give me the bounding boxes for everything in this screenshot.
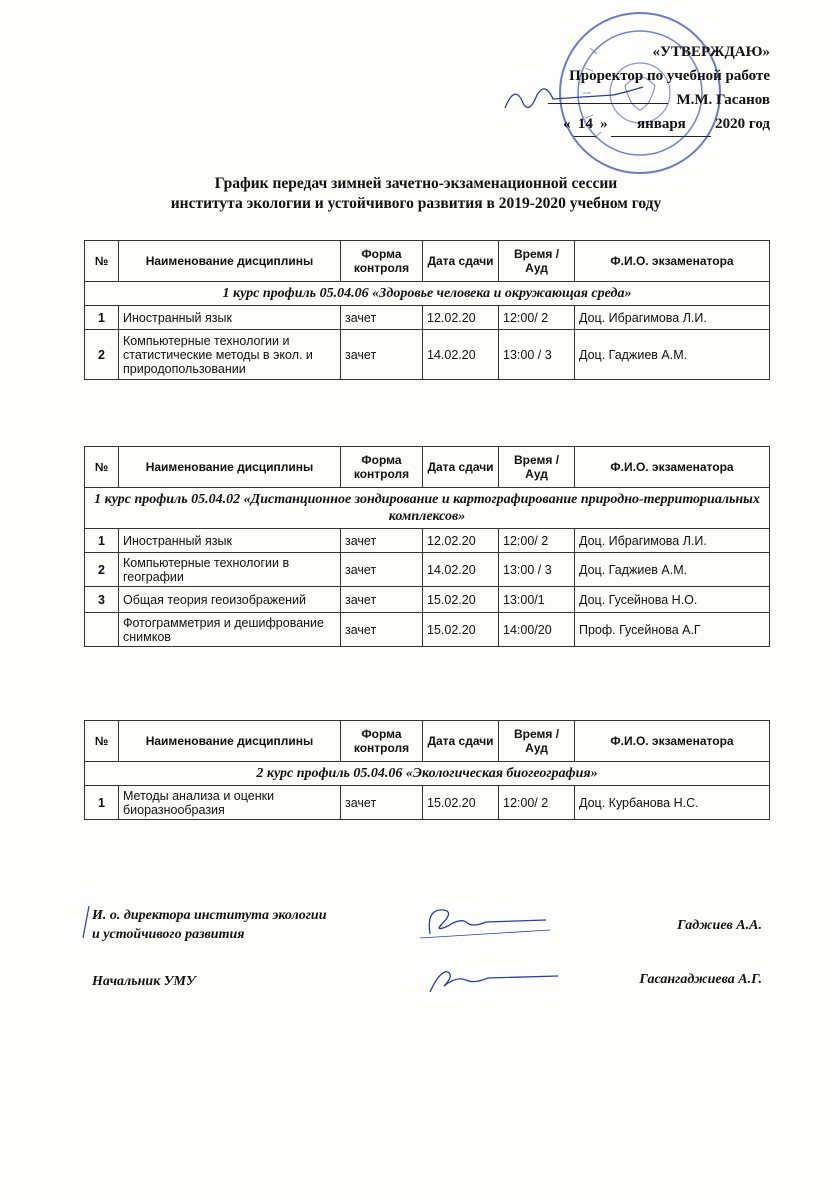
cell-date: 15.02.20 bbox=[423, 613, 499, 647]
header-control: Форма контроля bbox=[341, 447, 423, 488]
header-time: Время / Ауд bbox=[499, 721, 575, 762]
schedule-table-2 bbox=[84, 446, 770, 647]
header-examiner: Ф.И.О. экзаменатора bbox=[575, 721, 770, 762]
table-row bbox=[85, 613, 770, 647]
cell-control: зачет bbox=[341, 330, 423, 380]
header-num: № bbox=[85, 241, 119, 282]
cell-date: 15.02.20 bbox=[423, 786, 499, 820]
header-examiner: Ф.И.О. экзаменатора bbox=[575, 241, 770, 282]
cell-examiner: Доц. Гаджиев А.М. bbox=[575, 330, 770, 380]
approval-position: Проректор по учебной работе bbox=[569, 68, 770, 84]
director-title-line-1: И. о. директора института экологии bbox=[92, 908, 327, 923]
umu-name: Гасангаджиева А.Г. bbox=[639, 972, 762, 987]
cell-date: 14.02.20 bbox=[423, 330, 499, 380]
date-year: 2020 год bbox=[715, 116, 770, 132]
cell-control: зачет bbox=[341, 786, 423, 820]
cell-discipline: Фотограмметрия и дешифрование снимков bbox=[119, 613, 341, 647]
cell-num: 1 bbox=[85, 306, 119, 330]
umu-signature-icon bbox=[420, 962, 570, 1000]
header-time: Время / Ауд bbox=[499, 241, 575, 282]
table-row bbox=[85, 330, 770, 380]
director-title-line-2: и устойчивого развития bbox=[92, 927, 245, 942]
header-date: Дата сдачи bbox=[423, 241, 499, 282]
margin-mark-icon bbox=[80, 904, 92, 940]
schedule-table-3 bbox=[84, 720, 770, 820]
cell-discipline: Компьютерные технологии в географии bbox=[119, 553, 341, 587]
schedule-table-1 bbox=[84, 240, 770, 380]
cell-examiner: Доц. Курбанова Н.С. bbox=[575, 786, 770, 820]
approval-name: М.М. Гасанов bbox=[676, 92, 770, 108]
header-discipline: Наименование дисциплины bbox=[119, 241, 341, 282]
date-month: января bbox=[611, 112, 711, 137]
cell-control: зачет bbox=[341, 306, 423, 330]
header-examiner: Ф.И.О. экзаменатора bbox=[575, 447, 770, 488]
director-signature-icon bbox=[410, 900, 560, 942]
cell-date: 15.02.20 bbox=[423, 587, 499, 613]
cell-time: 12:00/ 2 bbox=[499, 786, 575, 820]
cell-time: 12:00/ 2 bbox=[499, 306, 575, 330]
table-row bbox=[85, 529, 770, 553]
cell-control: зачет bbox=[341, 587, 423, 613]
cell-discipline: Общая теория геоизображений bbox=[119, 587, 341, 613]
cell-date: 14.02.20 bbox=[423, 553, 499, 587]
document-title bbox=[0, 174, 832, 214]
profile-row bbox=[85, 282, 770, 306]
approval-heading: «УТВЕРЖДАЮ» bbox=[652, 44, 770, 60]
cell-discipline: Иностранный язык bbox=[119, 529, 341, 553]
cell-control: зачет bbox=[341, 529, 423, 553]
table-header-row bbox=[85, 721, 770, 762]
table-row bbox=[85, 306, 770, 330]
umu-title: Начальник УМУ bbox=[92, 974, 196, 989]
header-discipline: Наименование дисциплины bbox=[119, 721, 341, 762]
date-open-quote: « bbox=[563, 116, 571, 132]
profile-title: 1 курс профиль 05.04.06 «Здоровье человека и окружающая среда» bbox=[85, 282, 770, 306]
cell-control: зачет bbox=[341, 553, 423, 587]
cell-date: 12.02.20 bbox=[423, 529, 499, 553]
cell-time: 13:00 / 3 bbox=[499, 553, 575, 587]
cell-num: 3 bbox=[85, 587, 119, 613]
title-line-1: График передач зимней зачетно-экзаменационной сессии bbox=[214, 175, 618, 192]
cell-examiner: Доц. Ибрагимова Л.И. bbox=[575, 306, 770, 330]
cell-discipline: Компьютерные технологии и статистические методы в экол. и природопользовании bbox=[119, 330, 341, 380]
profile-row bbox=[85, 762, 770, 786]
header-date: Дата сдачи bbox=[423, 721, 499, 762]
cell-examiner: Проф. Гусейнова А.Г bbox=[575, 613, 770, 647]
cell-date: 12.02.20 bbox=[423, 306, 499, 330]
header-control: Форма контроля bbox=[341, 241, 423, 282]
rector-signature-icon bbox=[500, 78, 650, 118]
cell-time: 13:00/1 bbox=[499, 587, 575, 613]
cell-time: 14:00/20 bbox=[499, 613, 575, 647]
cell-examiner: Доц. Гаджиев А.М. bbox=[575, 553, 770, 587]
header-time: Время / Ауд bbox=[499, 447, 575, 488]
cell-examiner: Доц. Гусейнова Н.О. bbox=[575, 587, 770, 613]
cell-num bbox=[85, 613, 119, 647]
profile-title: 2 курс профиль 05.04.06 «Экологическая биогеография» bbox=[85, 762, 770, 786]
cell-discipline: Иностранный язык bbox=[119, 306, 341, 330]
table-row bbox=[85, 553, 770, 587]
director-title bbox=[92, 906, 327, 944]
header-num: № bbox=[85, 447, 119, 488]
cell-discipline: Методы анализа и оценки биоразнообразия bbox=[119, 786, 341, 820]
table-header-row bbox=[85, 447, 770, 488]
cell-num: 2 bbox=[85, 553, 119, 587]
header-control: Форма контроля bbox=[341, 721, 423, 762]
cell-time: 12:00/ 2 bbox=[499, 529, 575, 553]
cell-num: 1 bbox=[85, 529, 119, 553]
table-row bbox=[85, 786, 770, 820]
header-num: № bbox=[85, 721, 119, 762]
cell-time: 13:00 / 3 bbox=[499, 330, 575, 380]
header-discipline: Наименование дисциплины bbox=[119, 447, 341, 488]
director-name: Гаджиев А.А. bbox=[677, 918, 762, 933]
cell-control: зачет bbox=[341, 613, 423, 647]
title-line-2: института экологии и устойчивого развития в 2019-2020 учебном году bbox=[170, 195, 662, 212]
cell-num: 1 bbox=[85, 786, 119, 820]
profile-row bbox=[85, 488, 770, 529]
profile-title: 1 курс профиль 05.04.02 «Дистанционное зондирование и картографирование природно-территориальных комплексов» bbox=[85, 488, 770, 529]
cell-examiner: Доц. Ибрагимова Л.И. bbox=[575, 529, 770, 553]
cell-num: 2 bbox=[85, 330, 119, 380]
table-header-row bbox=[85, 241, 770, 282]
date-day: 14 bbox=[574, 112, 596, 137]
header-date: Дата сдачи bbox=[423, 447, 499, 488]
table-row bbox=[85, 587, 770, 613]
date-close-quote: » bbox=[600, 116, 608, 132]
